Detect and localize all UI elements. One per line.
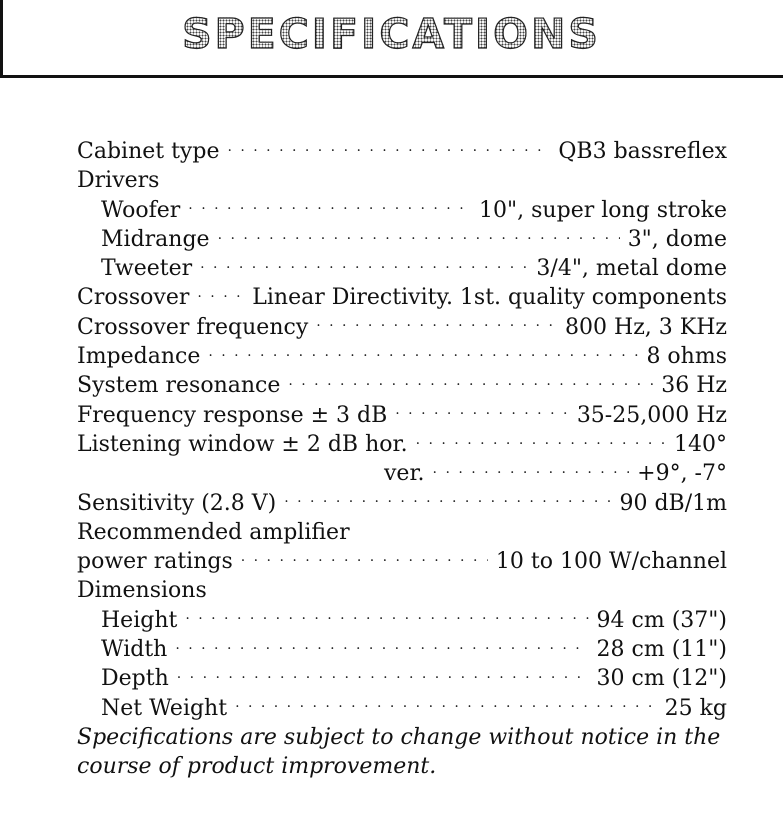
spec-value: 30 cm (12") xyxy=(596,666,727,692)
dot-leader xyxy=(235,695,657,715)
spec-label: Crossover xyxy=(77,285,190,311)
spec-row-net-weight xyxy=(77,694,727,723)
spec-row-sensitivity xyxy=(77,489,727,518)
spec-value: 8 ohms xyxy=(646,344,727,370)
spec-label: power ratings xyxy=(77,549,233,575)
spec-label: Sensitivity (2.8 V) xyxy=(77,490,277,516)
page-title: SPECIFICATIONS xyxy=(0,10,783,58)
spec-row-impedance xyxy=(77,342,727,371)
dot-leader xyxy=(284,490,611,510)
spec-label: Listening window ± 2 dB hor. xyxy=(77,431,408,457)
dot-leader xyxy=(433,460,630,480)
spec-value: 800 Hz, 3 KHz xyxy=(565,314,727,340)
dot-leader xyxy=(197,284,244,304)
dot-leader xyxy=(288,372,653,392)
disclaimer-line: course of product improvement. xyxy=(77,754,437,780)
spec-row-recommended-amplifier xyxy=(77,518,727,547)
spec-row-woofer xyxy=(77,196,727,225)
spec-label: System resonance xyxy=(77,373,281,399)
spec-value: 10", super long stroke xyxy=(479,197,727,223)
spec-row-power-ratings xyxy=(77,547,727,576)
spec-value: 36 Hz xyxy=(661,373,727,399)
spec-row-crossover-frequency xyxy=(77,313,727,342)
dot-leader xyxy=(316,314,557,334)
dot-leader xyxy=(188,197,471,217)
spec-row-drivers xyxy=(77,166,727,195)
spec-label: Impedance xyxy=(77,344,201,370)
disclaimer-note xyxy=(77,723,727,782)
spec-label: Width xyxy=(101,637,168,663)
spec-label: Tweeter xyxy=(101,256,193,282)
spec-label: Frequency response ± 3 dB xyxy=(77,402,388,428)
spec-row-dimensions xyxy=(77,576,727,605)
spec-row-midrange xyxy=(77,225,727,254)
spec-label: Height xyxy=(101,607,178,633)
dot-leader xyxy=(395,402,569,422)
specifications-list xyxy=(77,137,727,782)
dot-leader xyxy=(241,548,488,568)
disclaimer-line: Specifications are subject to change without notice in the xyxy=(77,724,721,750)
spec-row-listening-window-hor xyxy=(77,430,727,459)
spec-row-listening-window-ver xyxy=(77,459,727,488)
dot-leader xyxy=(185,607,588,627)
spec-row-cabinet-type xyxy=(77,137,727,166)
spec-row-width xyxy=(77,635,727,664)
dot-leader xyxy=(218,226,620,246)
spec-value: 25 kg xyxy=(664,695,727,721)
spec-label: Cabinet type xyxy=(77,139,220,164)
spec-value: 90 dB/1m xyxy=(619,490,727,516)
spec-value: 28 cm (11") xyxy=(596,637,727,663)
spec-value: +9°, -7° xyxy=(637,461,727,487)
spec-value: Linear Directivity. 1st. quality components xyxy=(252,285,727,311)
spec-row-system-resonance xyxy=(77,371,727,400)
spec-row-crossover xyxy=(77,283,727,312)
spec-label: Crossover frequency xyxy=(77,314,309,340)
spec-value: 3/4", metal dome xyxy=(536,256,727,282)
header-band xyxy=(0,0,783,78)
spec-label: ver. xyxy=(384,461,425,487)
dot-leader xyxy=(200,255,528,275)
spec-value: 140° xyxy=(674,431,727,457)
spec-value: 10 to 100 W/channel xyxy=(495,549,727,575)
section-heading: Dimensions xyxy=(77,578,207,604)
dot-leader xyxy=(177,665,589,685)
spec-label: Midrange xyxy=(101,226,210,252)
dot-leader xyxy=(416,431,666,451)
spec-row-tweeter xyxy=(77,254,727,283)
dot-leader xyxy=(208,343,638,363)
spec-value: QB3 bassreflex xyxy=(558,139,727,164)
dot-leader xyxy=(175,636,588,656)
spec-value: 35-25,000 Hz xyxy=(576,402,727,428)
spec-row-height xyxy=(77,606,727,635)
spec-row-depth xyxy=(77,664,727,693)
section-heading: Recommended amplifier xyxy=(77,519,350,545)
spec-value: 94 cm (37") xyxy=(596,607,727,633)
dot-leader xyxy=(227,138,550,158)
spec-label: Depth xyxy=(101,666,169,692)
section-heading: Drivers xyxy=(77,168,160,194)
spec-value: 3", dome xyxy=(627,226,727,252)
spec-label: Woofer xyxy=(101,197,181,223)
spec-label: Net Weight xyxy=(101,695,228,721)
spec-row-frequency-response xyxy=(77,401,727,430)
